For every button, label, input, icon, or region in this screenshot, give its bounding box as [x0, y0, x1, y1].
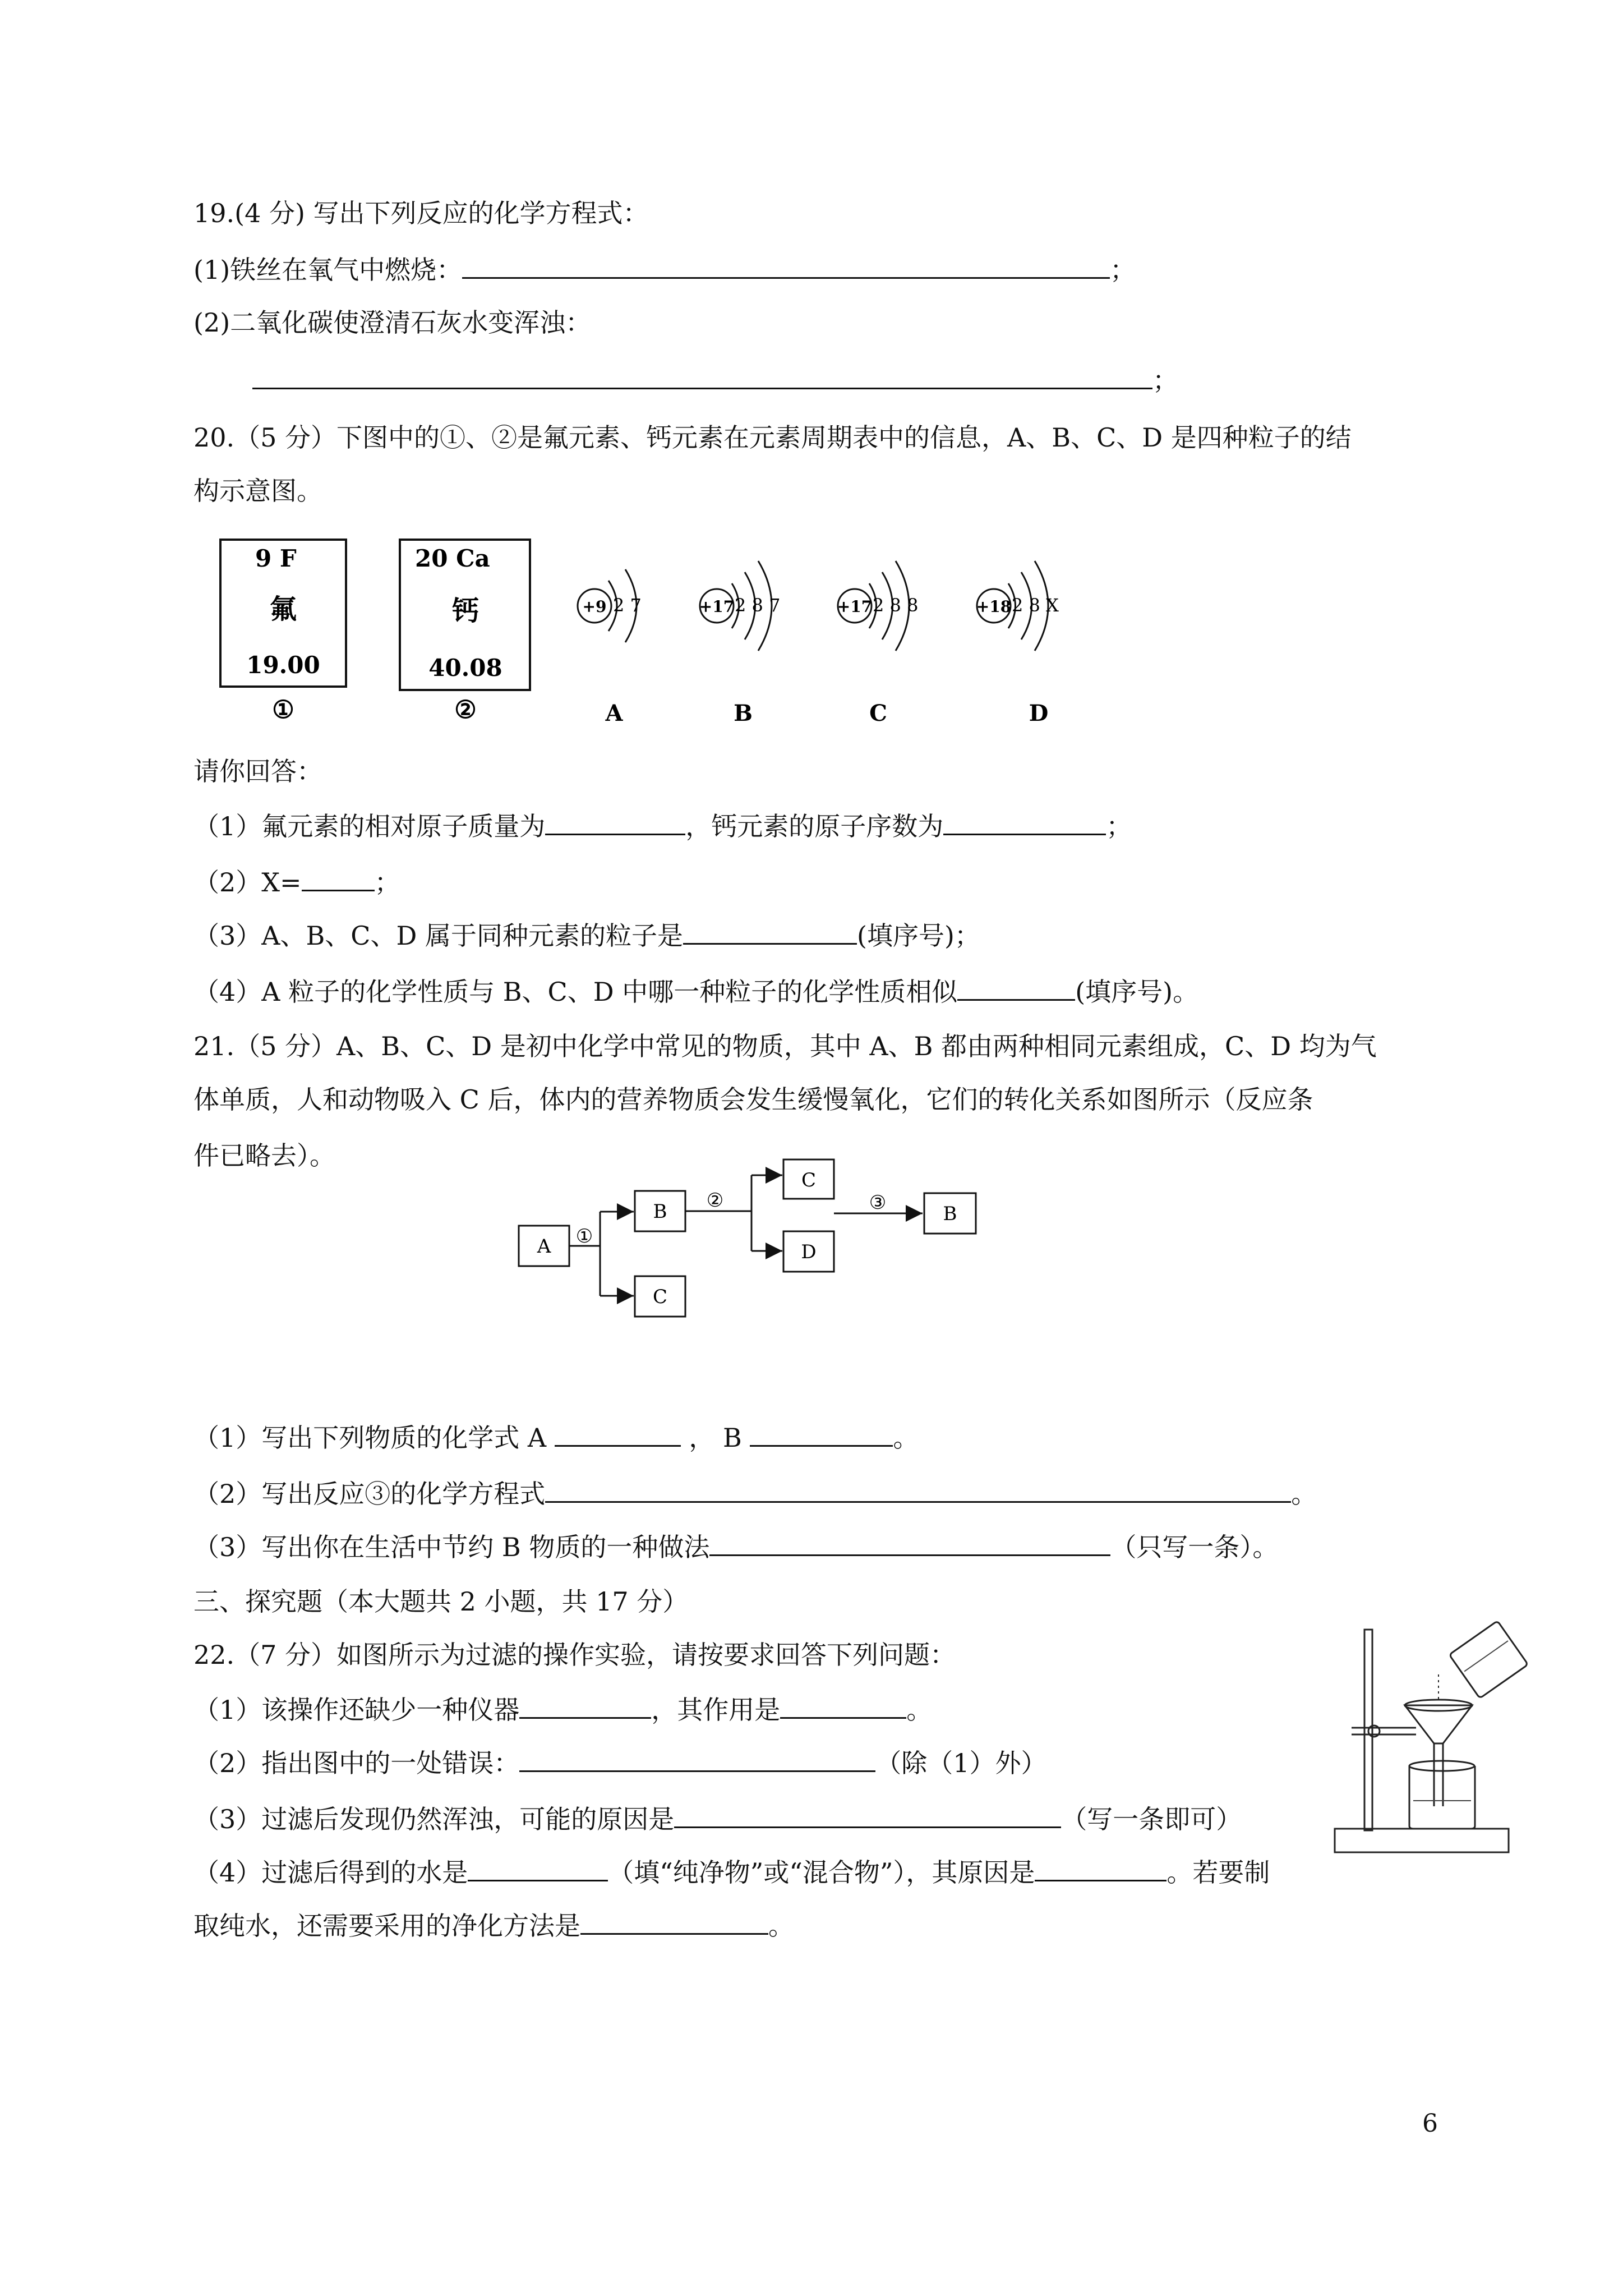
- particle-A-shells: 2 7: [613, 595, 642, 616]
- q19-part1: [193, 251, 1136, 287]
- q20-sub2-text-a: （2）X=: [193, 867, 302, 898]
- q22-sub4-text-e: 。: [768, 1911, 794, 1941]
- q20-sub3-text-b: (填序号)；: [857, 921, 980, 951]
- box-D-label: D: [801, 1241, 817, 1263]
- x-value-blank[interactable]: [302, 864, 375, 891]
- reaction-2-label: ②: [706, 1189, 724, 1212]
- q22-sub1-text-a: （1）该操作还缺少一种仪器: [193, 1695, 520, 1725]
- q20-sub3-text-a: （3）A、B、C、D 属于同种元素的粒子是: [193, 921, 683, 951]
- water-type-reason-blank[interactable]: [1035, 1854, 1166, 1881]
- q20-sub1-text-b: ，钙元素的原子序数为: [685, 811, 944, 841]
- particle-D-shells: 2 8 X: [1012, 595, 1059, 616]
- calcium-number-symbol: 20 Ca: [415, 545, 490, 572]
- box-C-bottom-label: C: [652, 1286, 668, 1308]
- q20-sub4: [193, 973, 1198, 1009]
- q21-sub2-text-b: 。: [1291, 1479, 1317, 1509]
- q19-part2-end: ；: [1152, 365, 1178, 395]
- formula-B-blank[interactable]: [750, 1419, 893, 1447]
- error-blank[interactable]: [519, 1745, 875, 1772]
- particle-C-nucleus-charge: +17: [837, 597, 873, 616]
- particle-D-label: D: [1029, 700, 1049, 726]
- q22-sub3-text-a: （3）过滤后发现仍然浑浊，可能的原因是: [193, 1804, 675, 1834]
- turbid-reason-blank[interactable]: [674, 1801, 1061, 1828]
- q21-sub1-text-c: 。: [893, 1423, 919, 1453]
- q19-heading: 19.(4 分) 写出下列反应的化学方程式：: [193, 198, 649, 228]
- q20-sub1: [193, 808, 1132, 843]
- particle-D: [976, 561, 1059, 726]
- particle-C-shells: 2 8 8: [873, 595, 919, 616]
- q19-part1-text: (1)铁丝在氧气中燃烧：: [193, 255, 463, 285]
- calcium-label: ②: [454, 696, 477, 724]
- q21-heading-cont2: 件已略去）。: [193, 1140, 335, 1171]
- q22-sub3: [193, 1801, 1242, 1836]
- section-3-title: 三、探究题（本大题共 2 小题，共 17 分）: [193, 1586, 689, 1617]
- q21-sub1: [193, 1419, 919, 1455]
- particle-A-nucleus-charge: +9: [582, 597, 607, 616]
- particle-B-label: B: [734, 700, 753, 726]
- reaction-1-label: ①: [575, 1225, 593, 1248]
- missing-instrument-blank[interactable]: [519, 1691, 651, 1719]
- fluorine-label: ①: [272, 696, 294, 724]
- q21-conversion-diagram: [516, 1158, 998, 1332]
- q20-heading: 20.（5 分）下图中的①、②是氟元素、钙元素在元素周期表中的信息，A、B、C、D 是四种粒子的结: [193, 422, 1352, 453]
- q22-sub4-text-a: （4）过滤后得到的水是: [193, 1857, 468, 1888]
- q21-sub3-text-a: （3）写出你在生活中节约 B 物质的一种做法: [193, 1532, 710, 1562]
- q19-part2-answer: [252, 362, 1178, 397]
- box-A-label: A: [537, 1235, 551, 1258]
- box-B-final-label: B: [943, 1203, 957, 1225]
- q21-sub3-text-b: （只写一条）。: [1110, 1532, 1279, 1562]
- q22-sub1-text-c: 。: [906, 1695, 933, 1725]
- formula-A-blank[interactable]: [555, 1419, 681, 1447]
- q22-sub2-text-a: （2）指出图中的一处错误：: [193, 1748, 520, 1778]
- q22-sub2: [193, 1745, 1047, 1780]
- q19-answer2-blank[interactable]: [252, 362, 1152, 389]
- q20-prompt: 请你回答：: [193, 756, 322, 786]
- similar-particle-blank[interactable]: [957, 973, 1075, 1001]
- q20-sub1-text-c: ；: [1106, 811, 1132, 841]
- calcium-name: 钙: [451, 595, 479, 627]
- purification-method-blank[interactable]: [580, 1907, 768, 1935]
- q20-heading-cont: 构示意图。: [193, 476, 322, 506]
- particle-B: [699, 561, 781, 726]
- q22-sub4-text-c: 。若要制: [1166, 1857, 1270, 1888]
- calcium-number-blank[interactable]: [943, 808, 1106, 835]
- q19-part2: (2)二氧化碳使澄清石灰水变浑浊：: [193, 307, 592, 338]
- q20-sub4-text-b: (填序号)。: [1075, 977, 1199, 1007]
- q20-sub2-text-b: ；: [374, 867, 400, 898]
- q22-sub4-text-d: 取纯水，还需要采用的净化方法是: [193, 1911, 580, 1941]
- particle-B-nucleus-charge: +17: [699, 597, 735, 616]
- particle-D-nucleus-charge: +18: [976, 597, 1012, 616]
- particle-A-label: A: [605, 700, 623, 726]
- q20-figure: [213, 533, 1110, 735]
- q20-sub3: [193, 917, 980, 953]
- particle-C: [837, 561, 919, 726]
- page-number: 6: [1422, 2109, 1438, 2138]
- save-B-method-blank[interactable]: [709, 1529, 1110, 1556]
- filtration-apparatus-illustration: [1321, 1621, 1534, 1862]
- q22-heading: 22.（7 分）如图所示为过滤的操作实验，请按要求回答下列问题：: [193, 1640, 956, 1670]
- q21-sub2: [193, 1475, 1317, 1511]
- q21-sub1-text-b: ， B: [689, 1423, 742, 1453]
- q21-heading: 21.（5 分）A、B、C、D 是初中化学中常见的物质，其中 A、B 都由两种相同元素组成，C、D 均为气: [193, 1031, 1377, 1061]
- fluorine-name: 氟: [269, 593, 297, 625]
- fluorine-mass-blank[interactable]: [545, 808, 685, 835]
- q20-sub2: [193, 864, 400, 899]
- q20-sub4-text-a: （4）A 粒子的化学性质与 B、C、D 中哪一种粒子的化学性质相似: [193, 977, 958, 1007]
- box-B-first-label: B: [653, 1200, 667, 1223]
- q21-sub1-text-a: （1）写出下列物质的化学式 A: [193, 1423, 547, 1453]
- calcium-mass: 40.08: [428, 654, 502, 682]
- fluorine-mass: 19.00: [246, 651, 320, 679]
- q19-part1-end: ；: [1110, 255, 1136, 285]
- particle-B-shells: 2 8 7: [735, 595, 781, 616]
- water-type-blank[interactable]: [468, 1854, 608, 1881]
- q21-heading-cont1: 体单质，人和动物吸入 C 后，体内的营养物质会发生缓慢氧化，它们的转化关系如图所示（反应条: [193, 1084, 1313, 1115]
- reaction-3-label: ③: [869, 1191, 887, 1214]
- instrument-function-blank[interactable]: [780, 1691, 906, 1719]
- particle-A: [578, 569, 642, 726]
- box-C-top-label: C: [801, 1169, 817, 1191]
- q19-answer1-blank[interactable]: [462, 251, 1110, 279]
- q22-sub4: [193, 1854, 1270, 1889]
- q21-sub3: [193, 1529, 1278, 1564]
- q20-sub1-text-a: （1）氟元素的相对原子质量为: [193, 811, 546, 841]
- q22-sub4-text-b: （填“纯净物”或“混合物”），其原因是: [608, 1857, 1035, 1888]
- particle-C-label: C: [869, 700, 887, 726]
- q22-sub3-text-b: （写一条即可）: [1061, 1804, 1242, 1834]
- q21-sub2-text-a: （2）写出反应③的化学方程式: [193, 1479, 546, 1509]
- q22-sub4-cont: [193, 1907, 794, 1943]
- reaction3-equation-blank[interactable]: [545, 1475, 1291, 1503]
- q22-sub2-text-b: （除（1）外）: [875, 1748, 1047, 1778]
- q22-sub1: [193, 1691, 932, 1727]
- fluorine-number-symbol: 9 F: [255, 545, 297, 572]
- same-element-blank[interactable]: [683, 917, 857, 945]
- q22-sub1-text-b: ，其作用是: [651, 1695, 781, 1725]
